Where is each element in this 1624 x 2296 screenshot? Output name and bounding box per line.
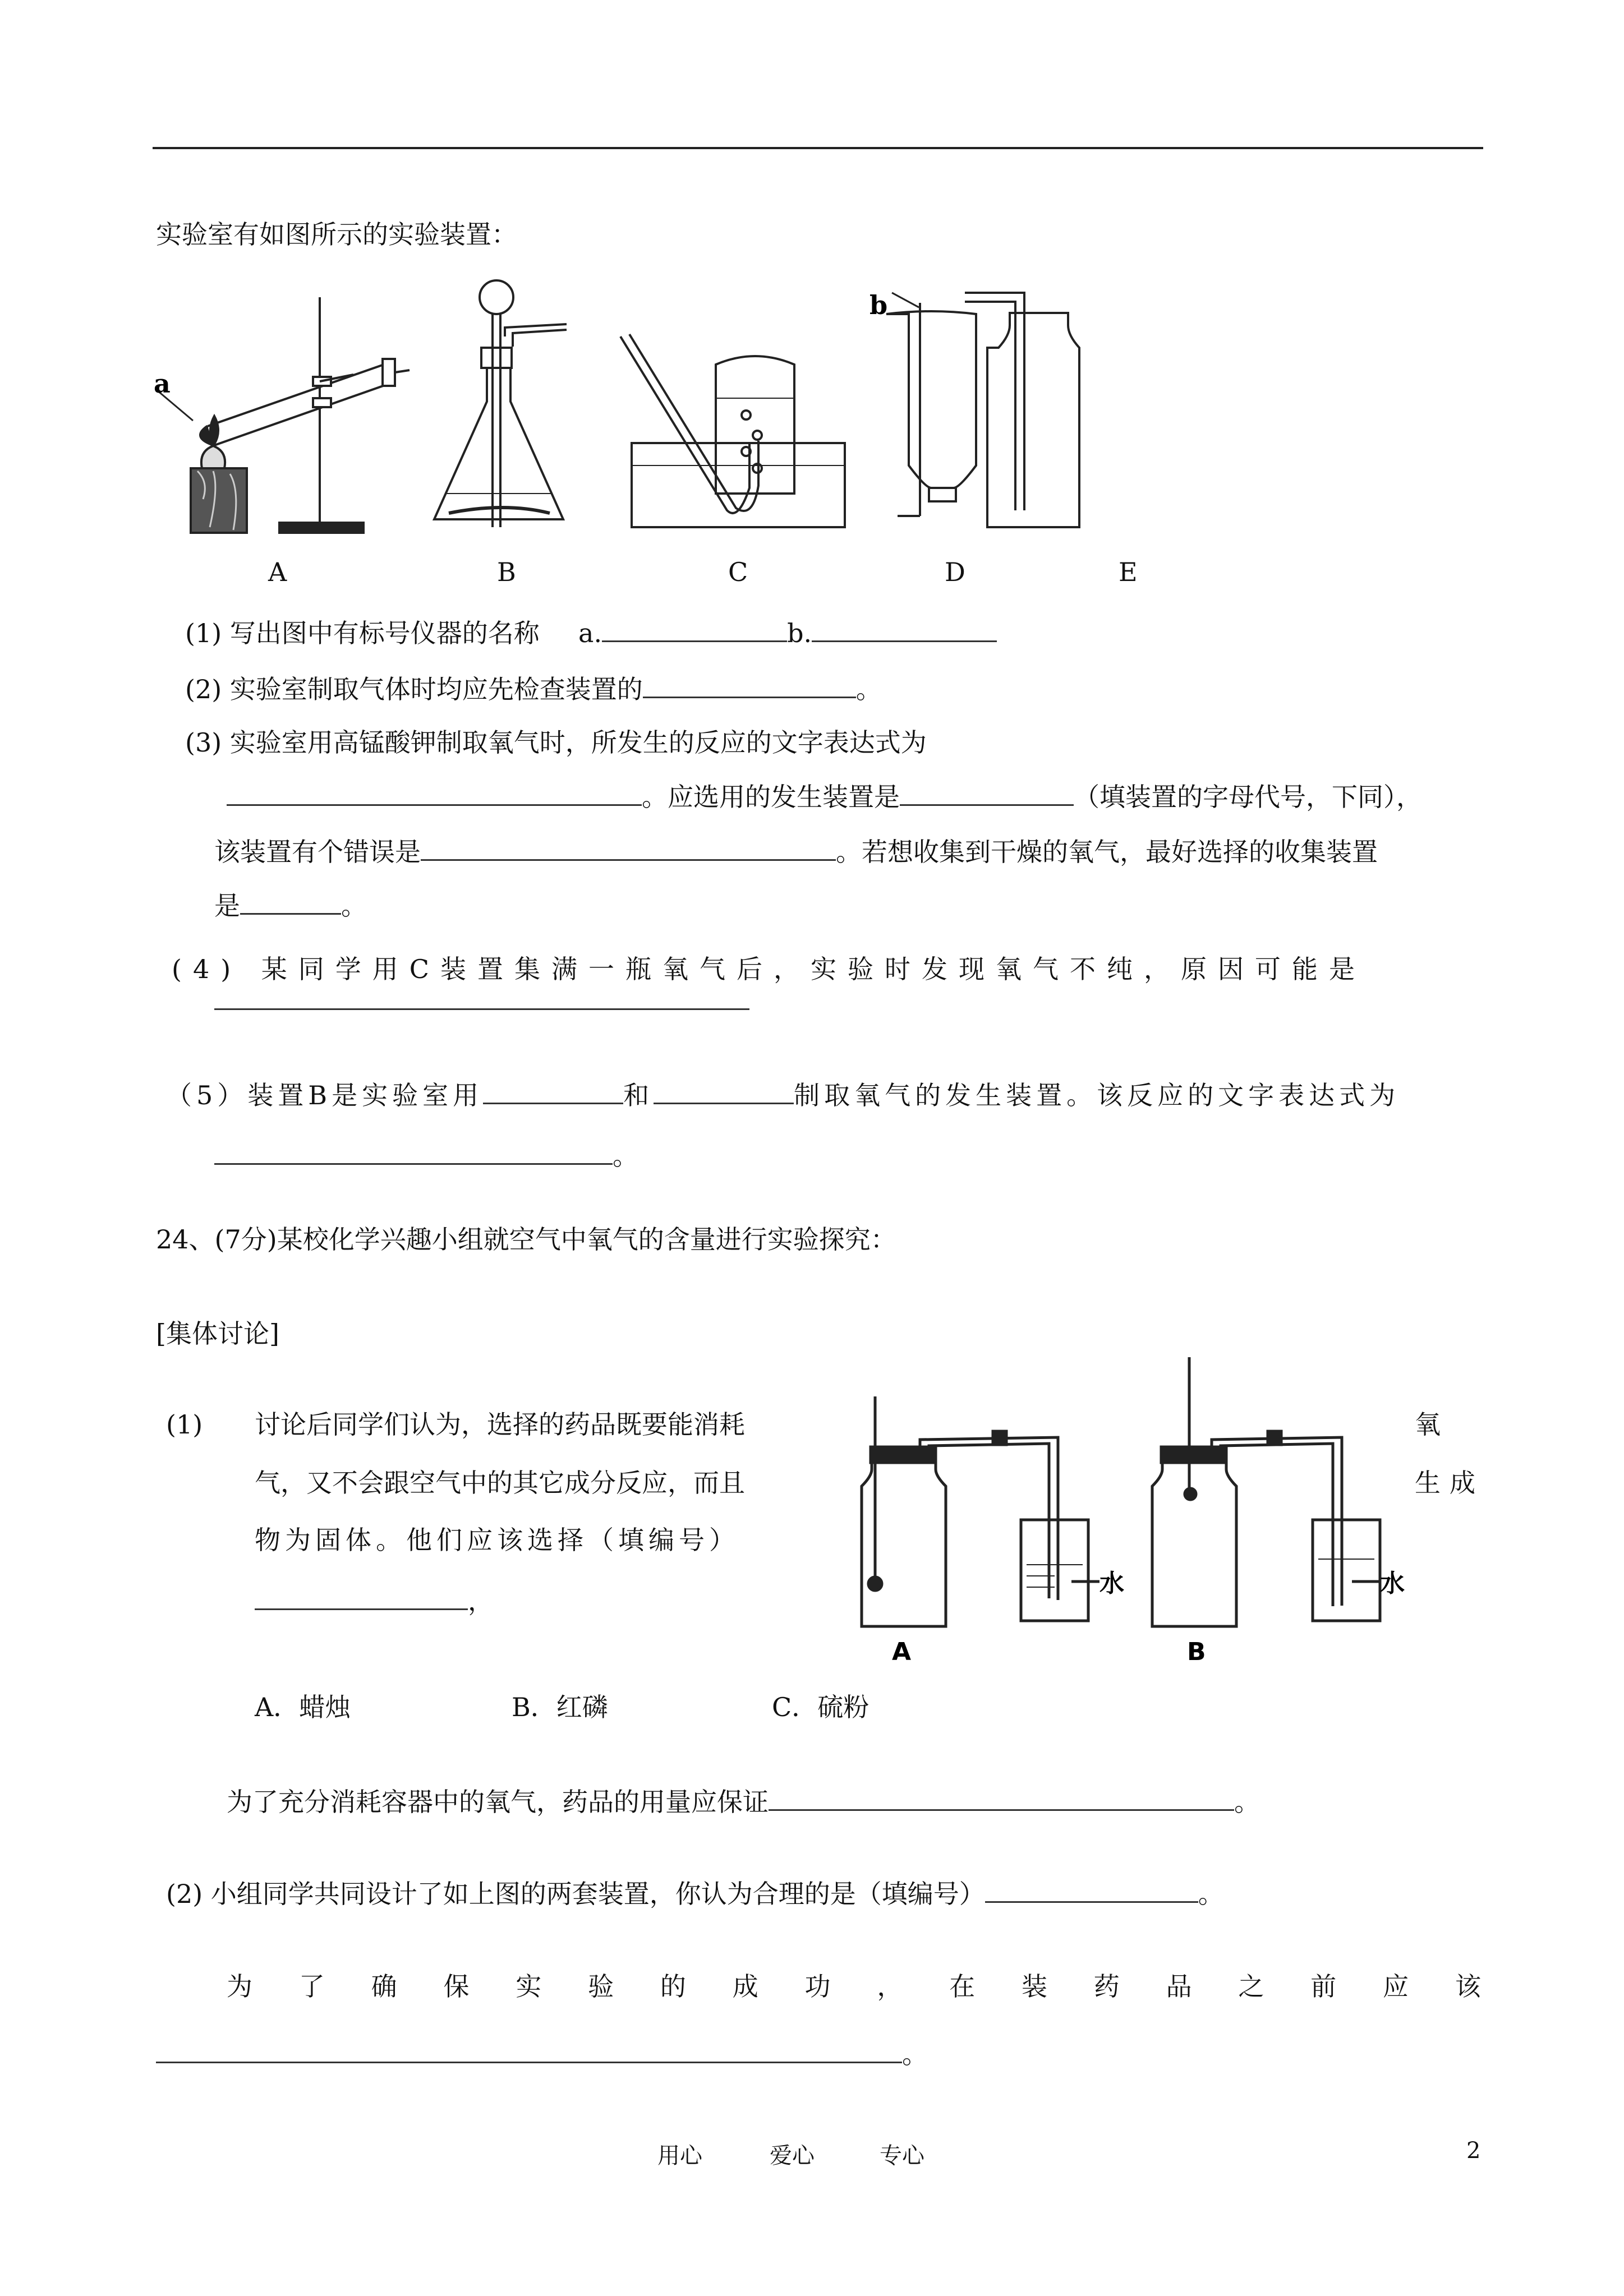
- ensure-char: 保: [443, 1971, 470, 2002]
- answer-blank-24-2[interactable]: [985, 1877, 1198, 1903]
- ensure-end: 。: [902, 2039, 928, 2069]
- question-3-line3-start: 该装置有个错误是: [214, 837, 421, 867]
- amount-text: 为了充分消耗容器中的氧气，药品的用量应保证: [227, 1787, 769, 1817]
- question-2-end: 。: [855, 674, 882, 704]
- ensure-char: 在: [949, 1971, 976, 2002]
- question-5: [166, 1078, 1400, 1112]
- apparatus-letter-a: A: [268, 557, 287, 587]
- apparatus-c-drawing: [620, 334, 845, 527]
- question-24-2: [166, 1877, 1224, 1911]
- question-4-text: (4) 某同学用C装置集满一瓶氧气后，实验时发现氧气不纯，原因可能是: [172, 954, 1366, 984]
- label-a: a: [154, 368, 171, 399]
- apparatus-e-drawing: [965, 293, 1079, 527]
- answer-blank-q3-collect[interactable]: [240, 888, 341, 915]
- discussion-heading: [集体讨论]: [156, 1318, 279, 1349]
- question-24-1-line2-right: 生成: [1415, 1468, 1484, 1498]
- question-24-title: 24、(7分)某校化学兴趣小组就空气中氧气的含量进行实验探究：: [156, 1224, 896, 1255]
- amount-line: [227, 1785, 1260, 1819]
- page-number: 2: [1466, 2138, 1481, 2164]
- answer-blank-24-1[interactable]: [255, 1584, 468, 1610]
- apparatus-letter-b: B: [497, 557, 516, 587]
- ensure-char: 确: [371, 1971, 397, 2002]
- apparatus-letter-c: C: [728, 557, 748, 587]
- ensure-char: 了: [298, 1971, 325, 2002]
- ensure-char: 前: [1310, 1971, 1337, 2002]
- ensure-char: 功: [804, 1971, 831, 2002]
- footer-item: 专心: [880, 2143, 924, 2169]
- ensure-char: 验: [588, 1971, 614, 2002]
- ensure-line: [227, 1970, 1481, 2003]
- question-5-start: （5）装置B是实验室用: [166, 1080, 484, 1110]
- question-24-1-number: (1): [166, 1409, 203, 1440]
- question-24-1-line2: 气，又不会跟空气中的其它成分反应，而且: [255, 1468, 745, 1498]
- question-24-1-line3: 物为固体。他们应该选择（填编号）: [255, 1525, 739, 1555]
- ensure-line-2: [156, 2037, 928, 2071]
- question-3-line1: (3) 实验室用高锰酸钾制取氧气时，所发生的反应的文字表达式为: [185, 727, 927, 758]
- question-3-line3: [214, 835, 1378, 869]
- ensure-char: 应: [1383, 1971, 1409, 2002]
- ensure-char: 实: [516, 1971, 542, 2002]
- question-3-line2-mid: 。应选用的发生装置是: [642, 782, 900, 812]
- answer-blank-q5-equation[interactable]: [214, 1138, 613, 1165]
- ensure-char: 的: [660, 1971, 686, 2002]
- question-3-line4: [214, 888, 367, 923]
- option-a: A．蜡烛: [255, 1692, 351, 1722]
- setup-b-label: B: [1187, 1638, 1206, 1666]
- answer-blank-q2[interactable]: [643, 672, 856, 698]
- question-5-and: 和: [623, 1080, 654, 1110]
- amount-end: 。: [1234, 1787, 1260, 1817]
- answer-blank-q3-equation[interactable]: [227, 780, 642, 806]
- apparatus-d-drawing: [886, 293, 976, 516]
- ensure-char: 装: [1021, 1971, 1047, 2002]
- ensure-char: 品: [1166, 1971, 1192, 2002]
- answer-blank-q3-error[interactable]: [421, 835, 836, 861]
- header-rule: [153, 147, 1483, 149]
- label-b: b: [869, 290, 888, 320]
- answer-blank-q4[interactable]: [214, 1008, 749, 1010]
- question-24-1-line1-right: 氧: [1415, 1409, 1441, 1440]
- option-c: C．硫粉: [772, 1692, 869, 1722]
- answer-blank-amount[interactable]: [769, 1785, 1234, 1811]
- question-3-line2: [227, 780, 1422, 814]
- question-5-line2: [214, 1138, 638, 1173]
- question-5-tail: 。: [613, 1141, 638, 1171]
- answer-blank-a[interactable]: [602, 616, 787, 642]
- question-1-b-label: b.: [787, 618, 812, 648]
- option-b: B．红磷: [512, 1692, 608, 1722]
- question-2-text: (2) 实验室制取气体时均应先检查装置的: [185, 674, 643, 704]
- ensure-char: 之: [1238, 1971, 1264, 2002]
- water-label-b: 水: [1380, 1569, 1405, 1598]
- setup-b-drawing: [1152, 1357, 1380, 1626]
- oxygen-experiment-figure: [841, 1357, 1405, 1671]
- intro-text: 实验室有如图所示的实验装置：: [156, 219, 517, 250]
- question-1: [185, 616, 997, 650]
- apparatus-figure: [151, 280, 1195, 572]
- question-3-line4-end: 。: [341, 891, 367, 921]
- question-5-end: 制取氧气的发生装置。该反应的文字表达式为: [794, 1080, 1400, 1110]
- question-1-text: (1) 写出图中有标号仪器的名称: [185, 618, 540, 648]
- apparatus-b-drawing: [434, 280, 567, 527]
- apparatus-letter-e: E: [1119, 557, 1138, 587]
- question-24-2-text: (2) 小组同学共同设计了如上图的两套装置，你认为合理的是（填编号）: [166, 1879, 985, 1909]
- ensure-char: 药: [1093, 1971, 1120, 2002]
- question-3-line3-end: 。若想收集到干燥的氧气，最好选择的收集装置: [836, 837, 1378, 867]
- ensure-char: 该: [1455, 1971, 1481, 2002]
- answer-blank-q5-2[interactable]: [654, 1078, 794, 1104]
- question-3-line4-start: 是: [214, 891, 240, 921]
- question-2: [185, 672, 882, 706]
- footer-item: 爱心: [770, 2143, 815, 2169]
- ensure-char: ，: [877, 1971, 903, 2002]
- ensure-char: 为: [227, 1971, 252, 2002]
- question-3-line2-end: （填装置的字母代号，下同），: [1074, 782, 1422, 812]
- footer-item: 用心: [657, 2143, 702, 2169]
- question-1-a-label: a.: [578, 618, 602, 648]
- setup-a-label: A: [892, 1638, 912, 1666]
- question-24-1-line4-end: ，: [468, 1586, 494, 1616]
- ensure-char: 成: [732, 1971, 758, 2002]
- question-24-1-line1: 讨论后同学们认为，选择的药品既要能消耗: [255, 1409, 745, 1440]
- answer-blank-b[interactable]: [812, 616, 997, 642]
- water-label-a: 水: [1099, 1569, 1124, 1598]
- apparatus-a-drawing: [157, 297, 410, 533]
- question-24-2-end: 。: [1198, 1879, 1224, 1909]
- question-24-1-line4: [255, 1584, 494, 1618]
- setup-a-drawing: [862, 1396, 1099, 1626]
- apparatus-letter-d: D: [945, 557, 965, 587]
- answer-blank-q5-1[interactable]: [483, 1078, 623, 1104]
- answer-blank-ensure[interactable]: [156, 2037, 902, 2063]
- answer-blank-q3-apparatus[interactable]: [900, 780, 1074, 806]
